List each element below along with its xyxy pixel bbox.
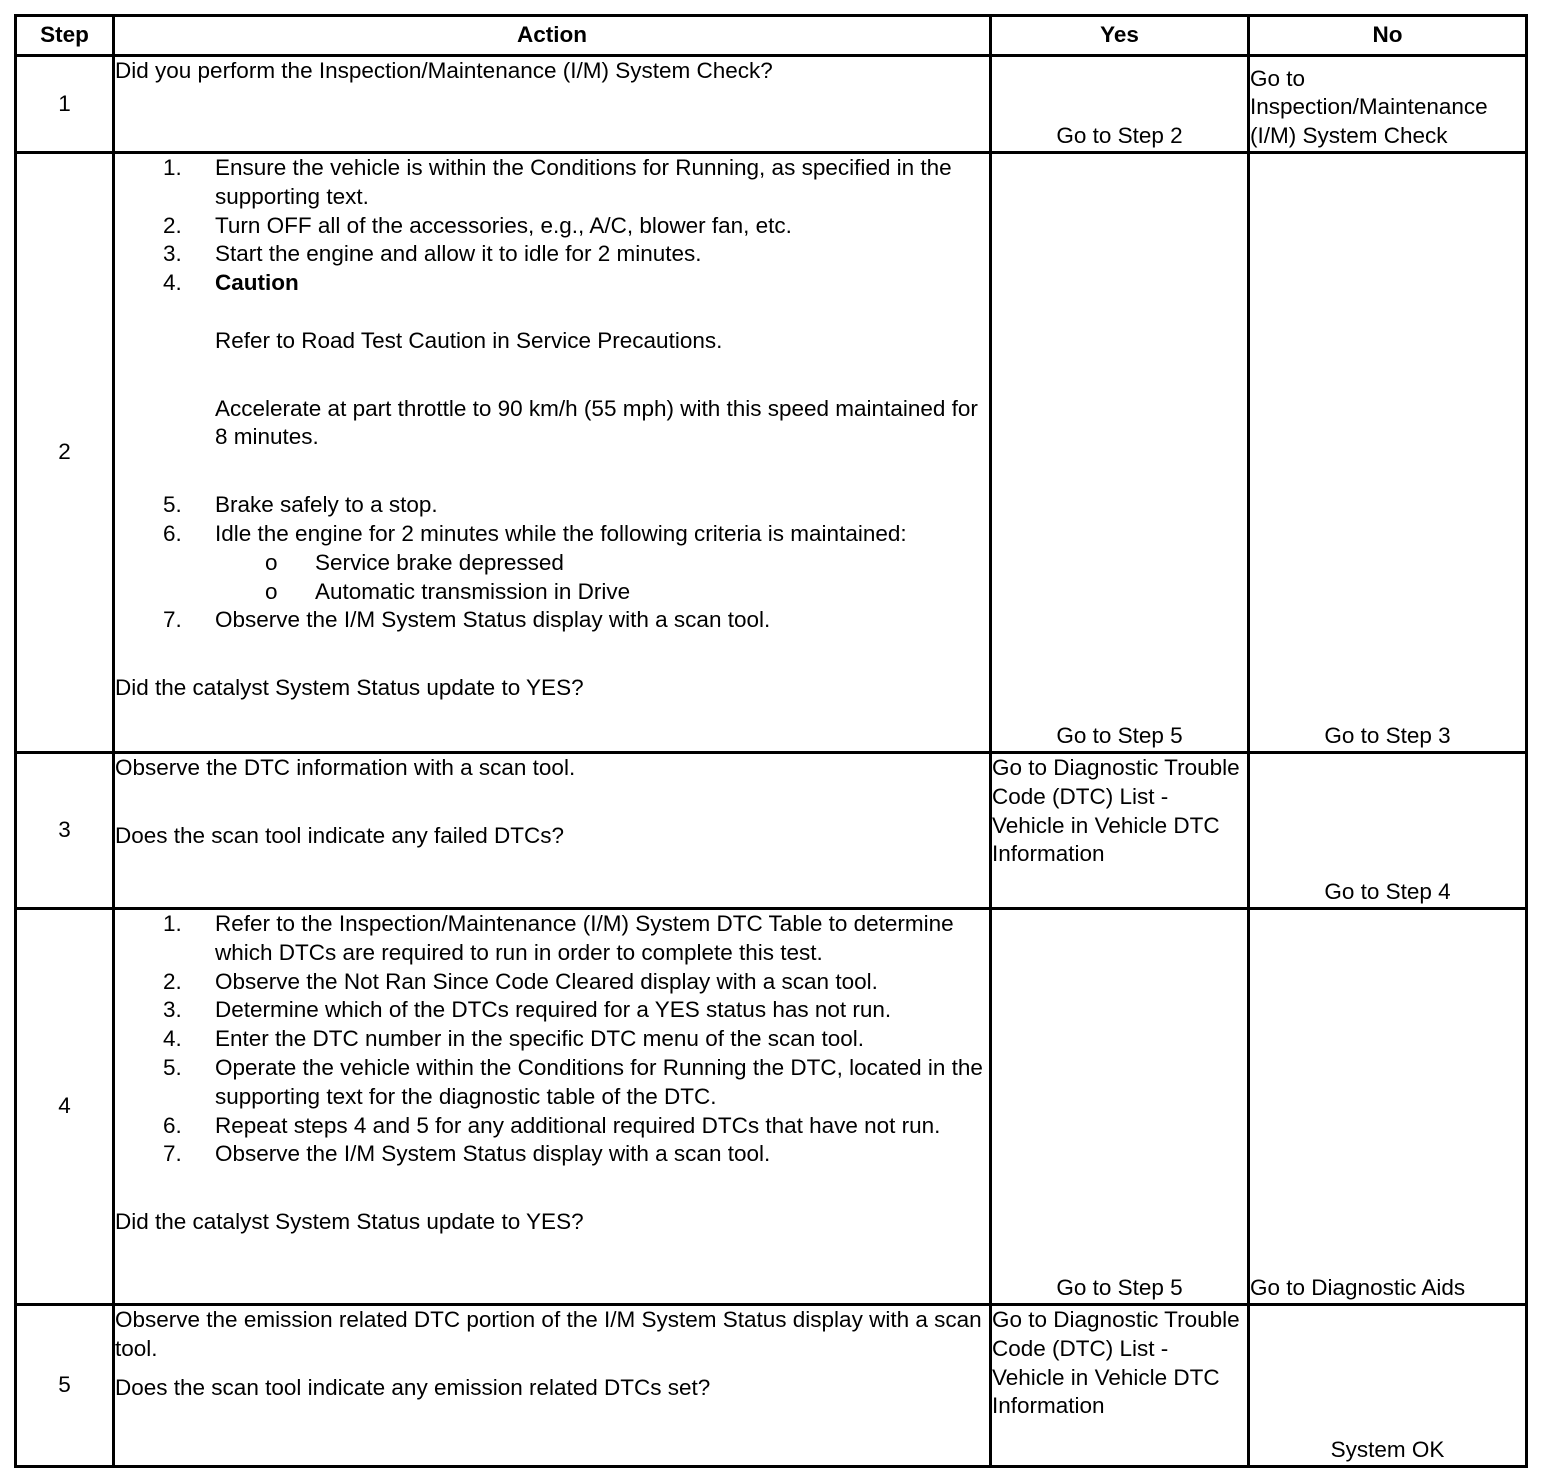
table-row [17, 57, 1525, 154]
caution-instruction: Accelerate at part throttle to 90 km/h (55 mph) with this speed maintained for 8 minutes. [215, 395, 978, 450]
list-item: 4. Enter the DTC number in the specific DTC menu of the scan tool. [163, 1026, 865, 1052]
list-item: 3. Start the engine and allow it to idle for 2 minutes. [163, 241, 702, 267]
list-item: 6. Repeat steps 4 and 5 for any additional required DTCs that have not run. [163, 1112, 941, 1138]
sub-list-item: o Automatic transmission in Drive [265, 578, 631, 604]
list-item: 2. Turn OFF all of the accessories, e.g., A/C, blower fan, etc. [163, 212, 792, 238]
list-item: 4. Caution [115, 269, 989, 298]
header-yes: Yes [992, 17, 1250, 57]
no-result: Go to Diagnostic Aids [1250, 910, 1525, 1306]
list-item: 1. Ensure the vehicle is within the Conditions for Running, as specified in the supporting text. [163, 155, 952, 209]
yes-result: Go to Step 5 [992, 910, 1250, 1306]
yes-result: Go to Step 5 [992, 154, 1250, 754]
no-result: Go to Inspection/Maintenance (I/M) System Check [1250, 57, 1525, 154]
table-row [17, 154, 1525, 754]
no-result: System OK [1330, 1437, 1445, 1463]
yes-result: Go to Diagnostic Trouble Code (DTC) List - Vehicle in Vehicle DTC Information [992, 754, 1250, 910]
yes-result: Go to Step 2 [992, 57, 1250, 154]
question-text: Did you perform the Inspection/Maintenance (I/M) System Check? [115, 58, 773, 83]
action-cell [115, 57, 992, 154]
header-action: Action [115, 17, 992, 57]
list-item: 5. Brake safely to a stop. [163, 492, 438, 518]
list-item: 6. Idle the engine for 2 minutes while the following criteria is maintained: [163, 520, 907, 546]
action-text: Observe the DTC information with a scan tool. [115, 755, 576, 780]
header-step: Step [17, 17, 115, 57]
action-text: Observe the emission related DTC portion of the I/M System Status display with a scan tool. [115, 1307, 982, 1361]
action-cell [115, 754, 992, 910]
question-text: Does the scan tool indicate any failed DTCs? [115, 822, 564, 848]
list-item: 1. Refer to the Inspection/Maintenance (I/M) System DTC Table to determine which DTCs are required to run in order to complete this test. [163, 911, 954, 965]
sub-list-item: o Service brake depressed [265, 549, 564, 575]
question-text: Does the scan tool indicate any emission related DTCs set? [115, 1374, 711, 1400]
table-row [17, 754, 1525, 910]
header-row [17, 17, 1525, 57]
caution-label: Caution [215, 270, 299, 296]
list-item: 5. Operate the vehicle within the Conditions for Running the DTC, located in the supporting text for the diagnostic table of the DTC. [163, 1054, 983, 1109]
action-cell [115, 910, 992, 1306]
list-item: 7. Observe the I/M System Status display with a scan tool. [163, 1141, 771, 1167]
header-no: No [1250, 17, 1525, 57]
step-number: 1 [17, 57, 115, 154]
diagnostic-table [14, 14, 1528, 1468]
action-cell [115, 1306, 992, 1465]
question-text: Did the catalyst System Status update to YES? [115, 675, 584, 701]
step-number: 5 [17, 1306, 115, 1465]
step-number: 2 [17, 154, 115, 754]
action-cell [115, 154, 992, 754]
table-row [17, 1306, 1525, 1465]
step-number: 4 [17, 910, 115, 1306]
step-number: 3 [17, 754, 115, 910]
list-item: 7. Observe the I/M System Status display with a scan tool. [163, 607, 771, 633]
caution-note: Refer to Road Test Caution in Service Precautions. [215, 327, 723, 353]
no-result: Go to Step 3 [1250, 154, 1525, 754]
yes-result: Go to Diagnostic Trouble Code (DTC) List - Vehicle in Vehicle DTC Information [992, 1306, 1250, 1465]
no-result: Go to Step 4 [1250, 754, 1525, 910]
question-text: Did the catalyst System Status update to YES? [115, 1209, 584, 1235]
list-item: 3. Determine which of the DTCs required for a YES status has not run. [163, 997, 892, 1023]
table-row [17, 910, 1525, 1306]
list-item: 2. Observe the Not Ran Since Code Cleared display with a scan tool. [163, 968, 878, 994]
